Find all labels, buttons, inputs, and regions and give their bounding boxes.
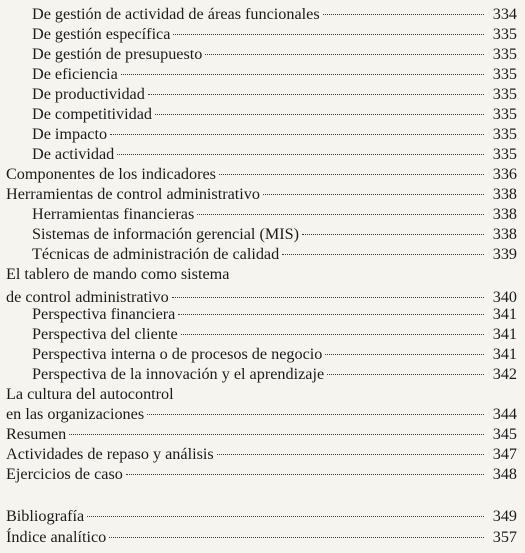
dot-leader [219, 174, 484, 175]
dot-leader [178, 314, 484, 315]
dot-leader [263, 194, 484, 195]
toc-entry-label: De gestión específica [32, 25, 171, 43]
dot-leader [327, 374, 484, 375]
toc-entry-page: 342 [492, 365, 517, 383]
toc-entry-page: 335 [492, 25, 517, 43]
dot-leader [325, 354, 484, 355]
toc-entry [6, 464, 517, 484]
toc-entry-label: De eficiencia [32, 65, 118, 83]
toc-entry-page: 334 [492, 5, 517, 23]
dot-leader [282, 254, 484, 255]
toc-entry-page: 335 [492, 45, 517, 63]
toc-entry-label: De gestión de presupuesto [32, 45, 203, 63]
toc-entry-label: De competitividad [32, 105, 153, 123]
dot-leader [173, 34, 484, 35]
toc-entry-label: de control administrativo [6, 288, 169, 306]
toc-entry [32, 324, 517, 344]
toc-entry [32, 64, 517, 84]
toc-entry-label: Perspectiva interna o de procesos de negocio [32, 345, 323, 363]
dot-leader [109, 537, 484, 538]
dot-leader [172, 297, 484, 298]
toc-entry-label: Perspectiva de la innovación y el aprendizaje [32, 365, 325, 383]
toc-entry-label: La cultura del autocontrol [6, 385, 174, 403]
toc-entry-label: De actividad [32, 145, 115, 163]
dot-leader [155, 114, 484, 115]
toc-entry [32, 44, 517, 64]
toc-entry-label: Perspectiva financiera [32, 305, 176, 323]
toc-entry [32, 24, 517, 44]
dot-leader [197, 214, 484, 215]
toc-entry-page: 335 [492, 105, 517, 123]
toc-entry-page: 335 [492, 65, 517, 83]
toc-entry [32, 104, 517, 124]
toc-entry [32, 4, 517, 24]
toc-entry-label: Herramientas de control administrativo [6, 185, 260, 203]
dot-leader [121, 74, 484, 75]
toc-entry-page: 349 [492, 507, 517, 525]
dot-leader [69, 434, 484, 435]
toc-entry [32, 84, 517, 104]
dot-leader [323, 14, 484, 15]
toc-entry-label: De gestión de actividad de áreas funcionales [32, 5, 320, 23]
toc-entry-label: en las organizaciones [6, 405, 145, 423]
toc-entry-page: 335 [492, 145, 517, 163]
toc-entry [32, 144, 517, 164]
toc-entry [6, 527, 517, 547]
toc-entry-page: 344 [492, 405, 517, 423]
dot-leader [148, 94, 484, 95]
toc-entry-page: 347 [492, 445, 517, 463]
toc-entry [6, 506, 517, 526]
toc-entry-page: 339 [492, 245, 517, 263]
toc-entry-page: 335 [492, 125, 517, 143]
dot-leader [205, 54, 484, 55]
toc-entry-label: Componentes de los indicadores [6, 165, 216, 183]
toc-entry-page: 338 [492, 225, 517, 243]
toc-entry-label: Sistemas de información gerencial (MIS) [32, 225, 300, 243]
toc-entry-label: El tablero de mando como sistema [6, 265, 230, 283]
toc-entry [32, 364, 517, 384]
toc-entry-page: 338 [492, 185, 517, 203]
dot-leader [110, 134, 484, 135]
toc-entry-page: 336 [492, 165, 517, 183]
toc-entry [32, 224, 517, 244]
toc-entry-page: 338 [492, 205, 517, 223]
toc-entry-page: 341 [492, 305, 517, 323]
toc-entry [6, 404, 517, 424]
dot-leader [87, 516, 484, 517]
toc-entry-label: Herramientas financieras [32, 205, 195, 223]
toc-entry-label: Actividades de repaso y análisis [6, 445, 214, 463]
toc-entry-page: 345 [492, 425, 517, 443]
toc-entry-page: 335 [492, 85, 517, 103]
toc-entry-label: Perspectiva del cliente [32, 325, 178, 343]
toc-entry-label: Índice analítico [6, 528, 107, 546]
toc-entry-page: 340 [492, 288, 517, 306]
toc-entry [32, 204, 517, 224]
toc-entry-label: Resumen [6, 425, 67, 443]
toc-entry [6, 444, 517, 464]
toc-entry-page: 348 [492, 465, 517, 483]
toc-entry [6, 164, 517, 184]
toc-entry [32, 344, 517, 364]
toc-entry [32, 244, 517, 264]
dot-leader [181, 334, 484, 335]
toc-entry-page: 341 [492, 345, 517, 363]
toc-entry-label: Bibliografía [6, 507, 85, 525]
toc-entry-page: 357 [492, 528, 517, 546]
toc-entry-label: De productividad [32, 85, 145, 103]
dot-leader [217, 454, 484, 455]
dot-leader [126, 474, 484, 475]
toc-entry-label: De impacto [32, 125, 108, 143]
dot-leader [117, 154, 484, 155]
toc-entry-label: Técnicas de administración de calidad [32, 245, 280, 263]
toc-entry-label: Ejercicios de caso [6, 465, 123, 483]
toc-entry [32, 304, 517, 324]
toc-entry [6, 424, 517, 444]
dot-leader [147, 414, 484, 415]
dot-leader [302, 234, 484, 235]
toc-entry-page: 341 [492, 325, 517, 343]
toc-entry [32, 124, 517, 144]
toc-entry [6, 184, 517, 204]
